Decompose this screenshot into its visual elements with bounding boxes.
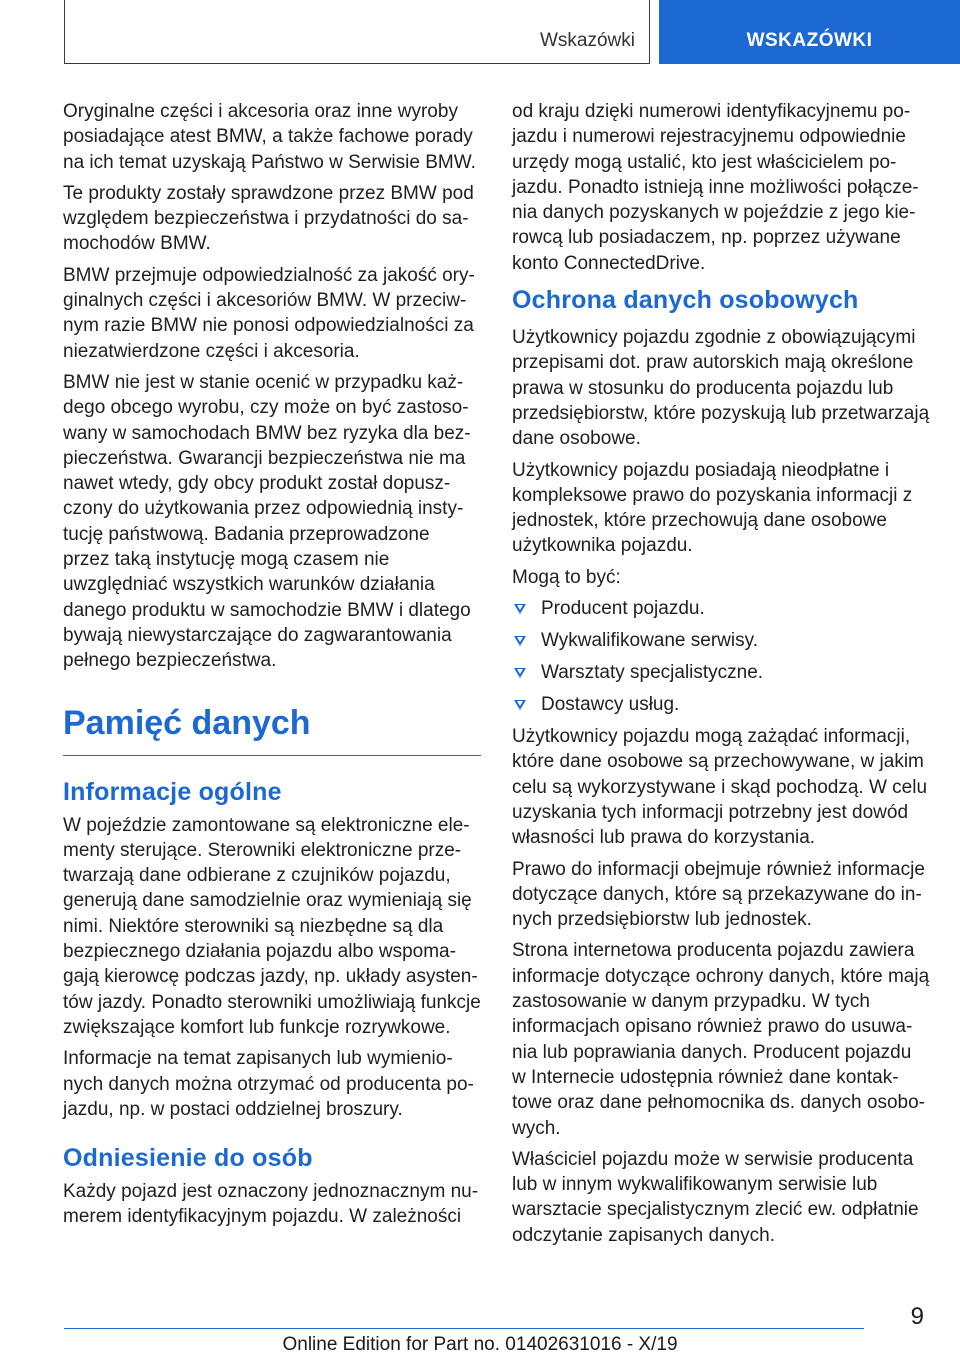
paragraph: Użytkownicy pojazdu posiadają nieodpłatne i kompleksowe prawo do pozyskania informacji z jednostek, które przechowują dane osobowe użytkownika pojazdu. <box>512 459 913 557</box>
paragraph: Mogą to być: <box>512 566 621 588</box>
paragraph: Użytkownicy pojazdu mogą zażądać informacji, które dane osobowe są przechowywane, w jakim celu są wykorzystywane i skąd pochodzą. W celu uzyskania tych informacji potrzebny jest dowód własności lub prawa do korzystania. <box>512 726 928 849</box>
list-item-text: Producent pojazdu. <box>541 598 705 620</box>
chapter-title: Pamięć danych <box>63 704 481 756</box>
paragraph: Strona internetowa producenta pojazdu zawiera informacje dotyczące ochrony danych, które mają zastosowanie w danym przypadku. W tych informacjach opisano również prawo do usuwania lub poprawiania danych. Producent pojazdu w Internecie udostępnia również dane kontaktowe oraz dane pełnomocnika ds. danych osobowych. <box>512 940 930 1139</box>
right-column <box>512 99 930 1254</box>
section-heading-data-protection: Ochrona danych osobowych <box>512 286 859 315</box>
header-section-title: Wskazówki <box>539 30 635 51</box>
paragraph: Prawo do informacji obejmuje również informacje dotyczące danych, które są przekazywane do innych przedsiębiorstw lub jednostek. <box>512 858 925 931</box>
paragraph: W pojeździe zamontowane są elektroniczne elementy sterujące. Sterowniki elektroniczne przetwarzają dane odbierane z czujników pojazdu, generują dane samodzielnie oraz wymieniają się nimi. Niektóre sterowniki są niezbędne są dla bezpiecznego działania pojazdu albo wspomagają kierowcę podczas jazdy, np. układy asystentów jazdy. Ponadto sterowniki umożliwiają funkcje zwiększające komfort lub funkcje rozrywkowe. <box>63 814 481 1038</box>
section-heading-general-info: Informacje ogólne <box>63 777 282 806</box>
triangle-bullet-icon <box>514 668 526 678</box>
list-item <box>512 692 930 717</box>
footer-divider <box>64 1328 864 1329</box>
list-item-text: Wykwalifikowane serwisy. <box>541 630 758 652</box>
page-number: 9 <box>910 1303 924 1330</box>
header-box <box>64 0 650 64</box>
paragraph: od kraju dzięki numerowi identyfikacyjnemu pojazdu i numerowi rejestracyjnemu odpowiednie urzędy mogą ustalić, kto jest właścicielem pojazdu. Ponadto istnieją inne możliwości połączenia danych pozyskanych w pojeździe z jego kierowcą lub posiadaczem, np. poprzez używane konto ConnectedDrive. <box>512 101 919 274</box>
paragraph: Oryginalne części i akcesoria oraz inne wyroby posiadające atest BMW, a także fachowe porady na ich temat uzyskają Państwo w Serwisie BMW. <box>63 101 476 173</box>
paragraph: Każdy pojazd jest oznaczony jednoznacznym numerem identyfikacyjnym pojazdu. W zależności <box>63 1181 479 1228</box>
list-item <box>512 596 930 621</box>
paragraph: BMW nie jest w stanie ocenić w przypadku każdego obcego wyrobu, czy może on być zastosowany w samochodach BMW bez ryzyka dla bezpieczeństwa. Gwarancji bezpieczeństwa nie ma nawet wtedy, gdy obcy produkt został dopuszczony do użytkowania przez odpowiednią instytucję państwową. Badania przeprowadzone przez taką instytucję mogą czasem nie uwzględniać wszystkich warunków działania danego produktu w samochodzie BMW i dlatego bywają niewystarczające do zagwarantowania pełnego bezpieczeństwa. <box>63 371 471 672</box>
paragraph: Informacje na temat zapisanych lub wymienionych danych można otrzymać od producenta pojazdu, np. w postaci oddzielnej broszury. <box>63 1048 474 1120</box>
triangle-bullet-icon <box>514 604 526 614</box>
list-item <box>512 628 930 653</box>
bullet-list <box>512 596 930 717</box>
triangle-bullet-icon <box>514 636 526 646</box>
list-item-text: Warsztaty specjalistyczne. <box>541 662 764 684</box>
paragraph: Te produkty zostały sprawdzone przez BMW pod względem bezpieczeństwa i przydatności do samochodów BMW. <box>63 182 474 255</box>
left-column <box>63 99 481 1236</box>
paragraph: Właściciel pojazdu może w serwisie producenta lub w innym wykwalifikowanym serwisie lub warsztacie specjalistycznym zlecić ew. odpłatnie odczytanie zapisanych danych. <box>512 1148 919 1246</box>
triangle-bullet-icon <box>514 700 526 710</box>
list-item-text: Dostawcy usług. <box>541 694 680 716</box>
paragraph: BMW przejmuje odpowiedzialność za jakość oryginalnych części i akcesoriów BMW. W przeciwnym razie BMW nie ponosi odpowiedzialności za niezatwierdzone części i akcesoria. <box>63 264 475 362</box>
list-item <box>512 660 930 685</box>
section-heading-persons: Odniesienie do osób <box>63 1144 313 1173</box>
footer-edition-text: Online Edition for Part no. 01402631016 - X/19 <box>282 1334 678 1355</box>
paragraph: Użytkownicy pojazdu zgodnie z obowiązującymi przepisami dot. praw autorskich mają określone prawa w stosunku do producenta pojazdu lub przedsiębiorstw, które pozyskują lub przetwarzają dane osobowe. <box>512 327 930 450</box>
chapter-tab[interactable]: WSKAZÓWKI <box>659 0 960 64</box>
